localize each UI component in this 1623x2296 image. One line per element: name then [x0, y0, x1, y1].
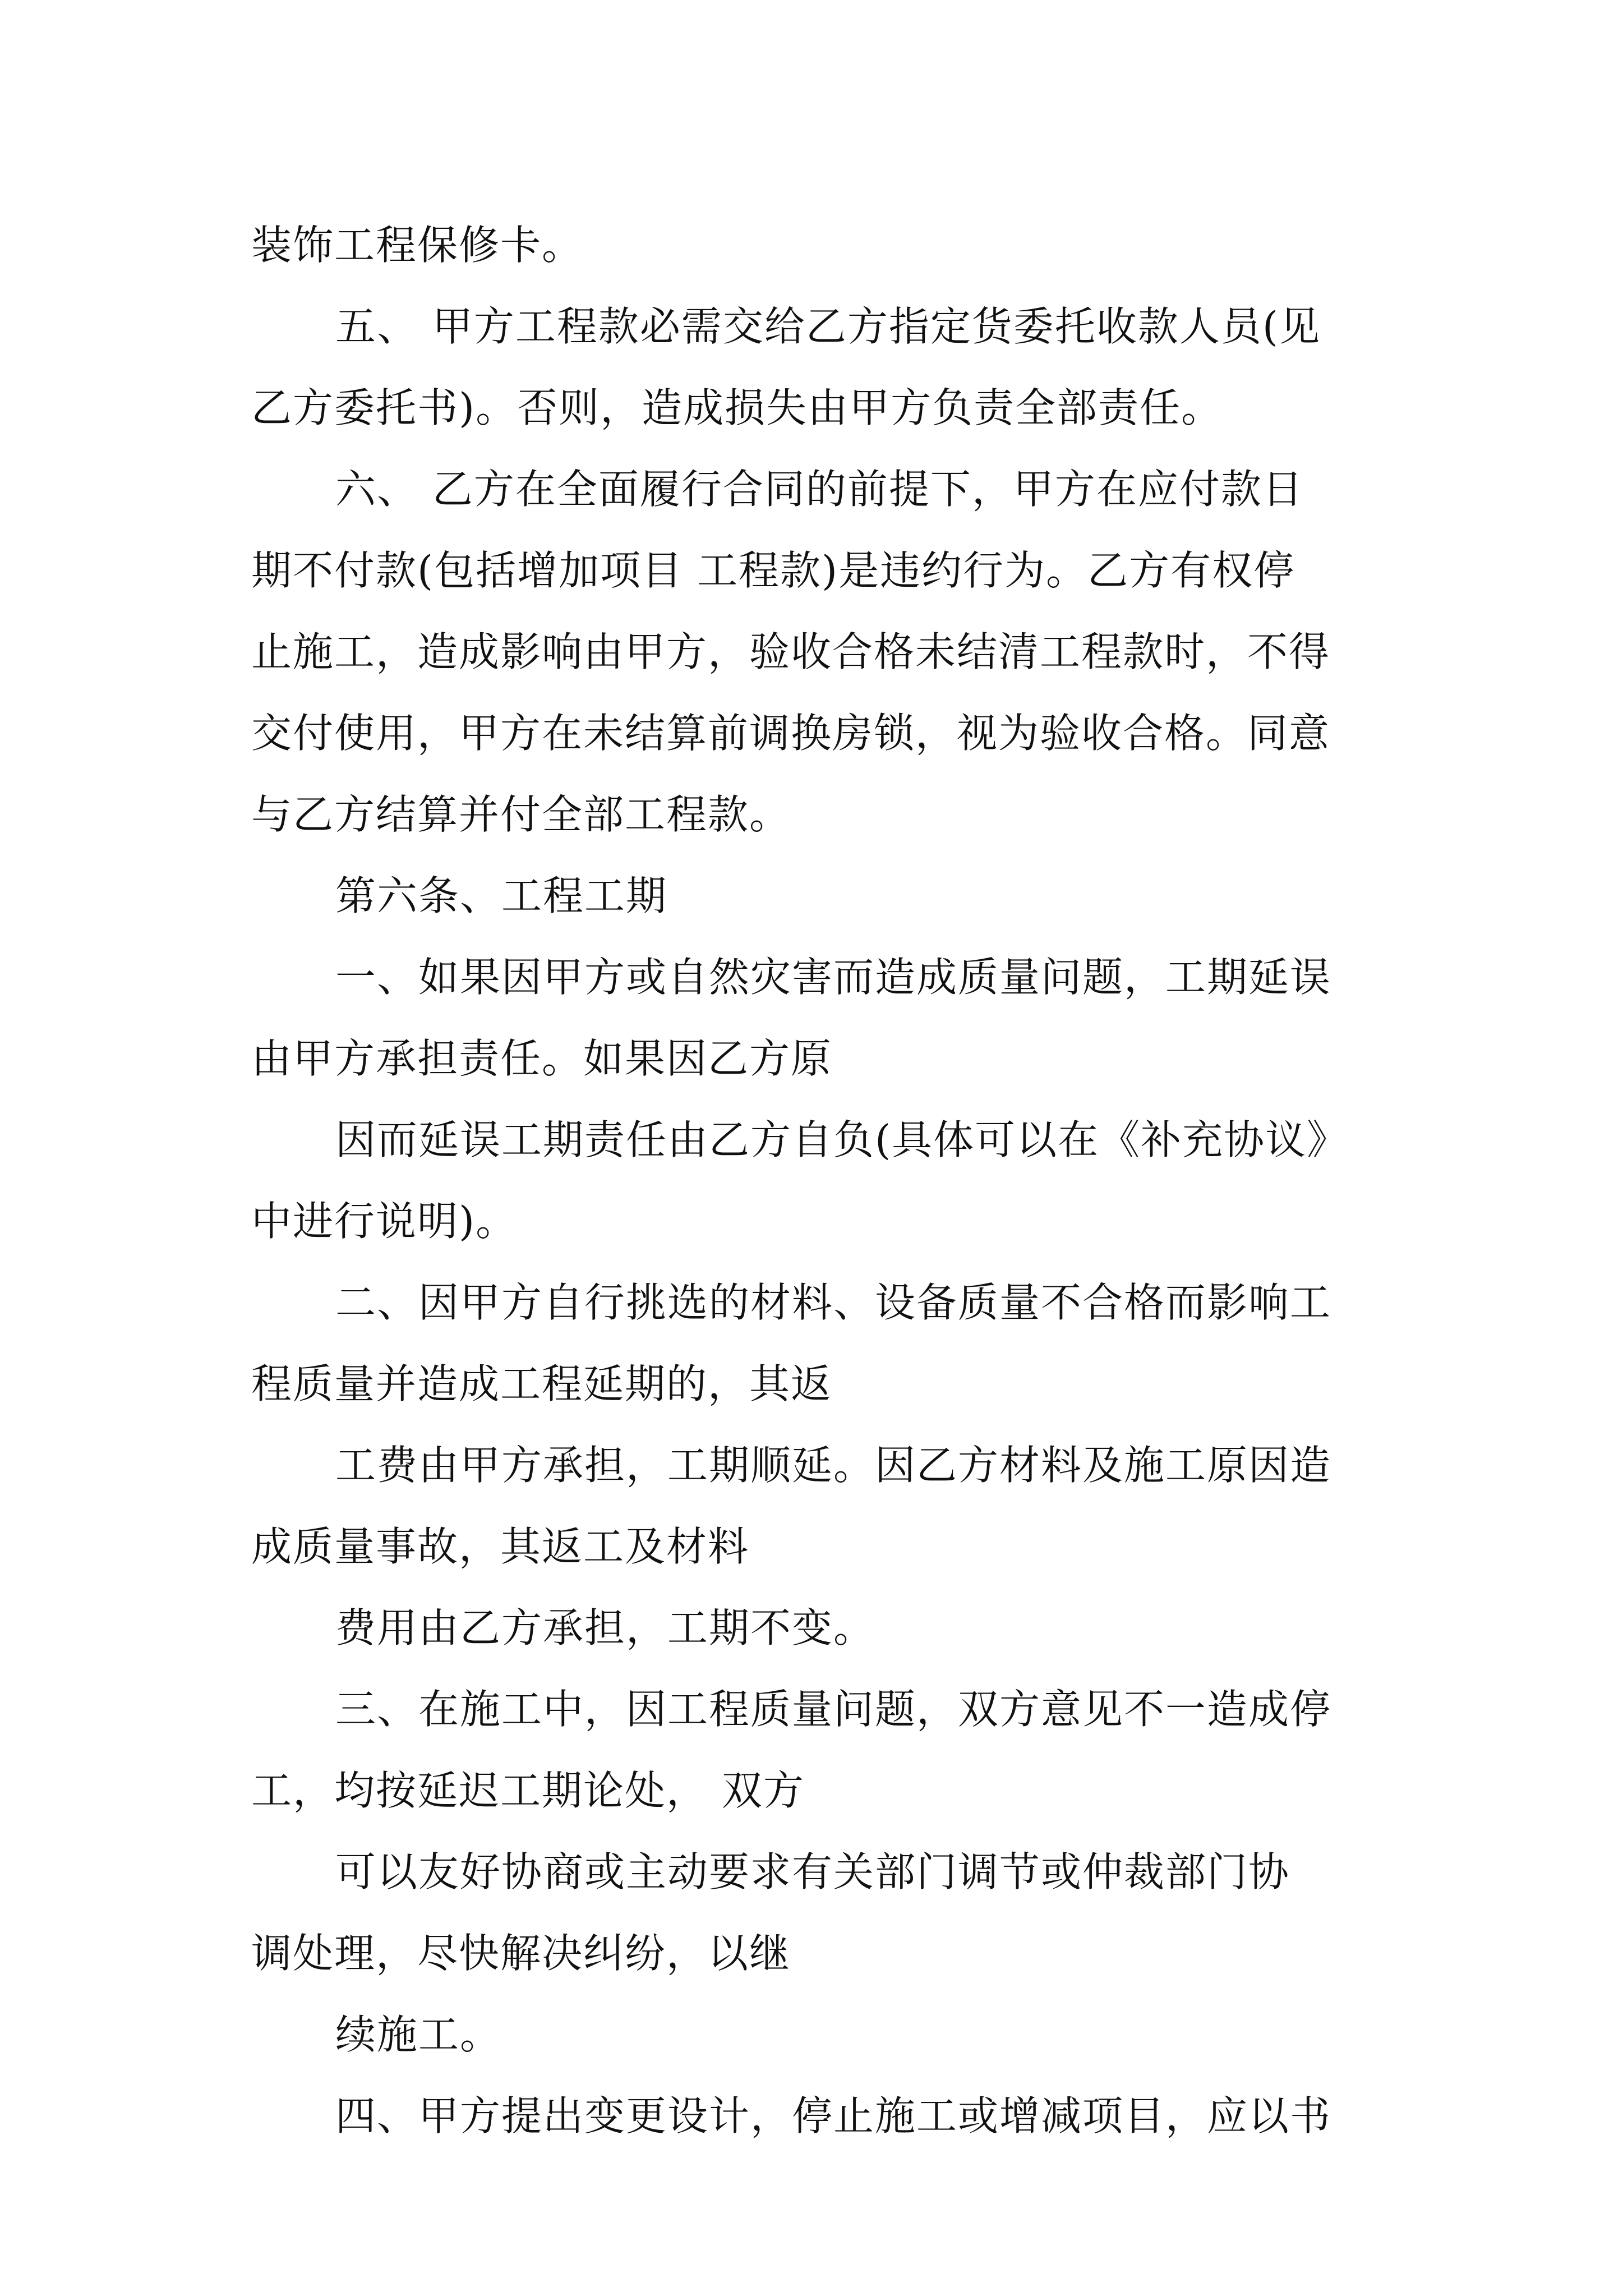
text-line: 三、在施工中，因工程质量问题，双方意见不一造成停 [335, 1686, 1332, 1733]
text-line: 费用由乙方承担，工期不变。 [335, 1604, 875, 1651]
text-line: 装饰工程保修卡。 [251, 222, 584, 269]
text-line: 五、 甲方工程款必需交给乙方指定货委托收款人员(见 [335, 303, 1321, 350]
text-line: 期不付款(包括增加项目 工程款)是违约行为。乙方有权停 [251, 547, 1295, 594]
section-heading: 第六条、工程工期 [335, 872, 668, 919]
text-line: 交付使用，甲方在未结算前调换房锁，视为验收合格。同意 [251, 710, 1331, 757]
text-line: 乙方委托书)。否则，造成损失由甲方负责全部责任。 [251, 384, 1223, 431]
text-line: 中进行说明)。 [251, 1198, 518, 1245]
text-line: 四、甲方提出变更设计，停止施工或增减项目，应以书 [335, 2092, 1332, 2139]
text-line: 程质量并造成工程延期的，其返 [251, 1360, 833, 1407]
text-line: 与乙方结算并付全部工程款。 [251, 791, 791, 838]
text-line: 由甲方承担责任。如果因乙方原 [251, 1035, 833, 1082]
text-line: 因而延误工期责任由乙方自负(具体可以在《补充协议》 [335, 1116, 1349, 1163]
text-line: 止施工，造成影响由甲方，验收合格未结清工程款时，不得 [251, 628, 1331, 675]
text-line: 工，均按延迟工期论处， 双方 [251, 1767, 805, 1814]
text-line: 六、 乙方在全面履行合同的前提下，甲方在应付款日 [335, 466, 1304, 513]
text-line: 可以友好协商或主动要求有关部门调节或仲裁部门协 [335, 1848, 1290, 1895]
text-line: 一、如果因甲方或自然灾害而造成质量问题，工期延误 [335, 954, 1332, 1001]
document-body [251, 205, 1390, 2157]
text-line: 成质量事故，其返工及材料 [251, 1523, 750, 1570]
text-line: 续施工。 [335, 2011, 502, 2058]
text-line: 调处理，尽快解决纠纷，以继 [251, 1930, 791, 1977]
text-line: 二、因甲方自行挑选的材料、设备质量不合格而影响工 [335, 1279, 1332, 1326]
text-line: 工费由甲方承担，工期顺延。因乙方材料及施工原因造 [335, 1442, 1332, 1489]
